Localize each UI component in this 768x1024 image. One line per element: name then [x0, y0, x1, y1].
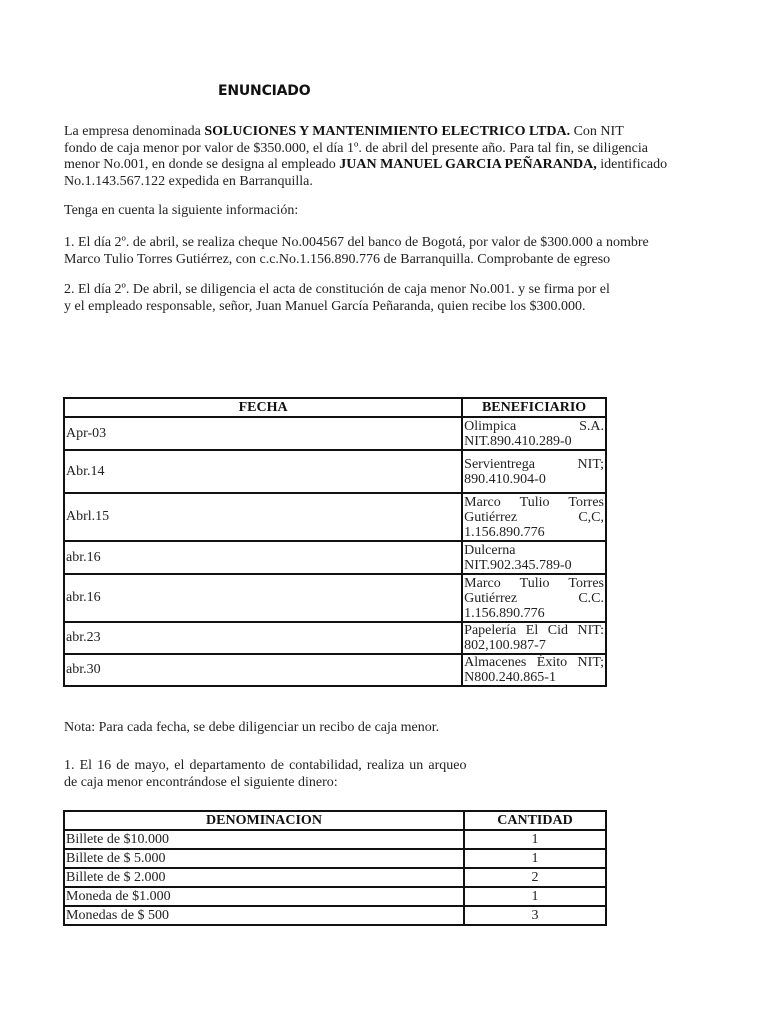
beneficiario-line: N800.240.865-1	[464, 670, 556, 685]
beneficiario-line: 890.410.904-0	[464, 471, 546, 487]
fecha-cell: abr.23	[64, 622, 462, 654]
column-header-fecha: FECHA	[64, 398, 462, 417]
beneficiario-line: Dulcerna	[464, 542, 516, 558]
beneficiary-table	[63, 397, 607, 687]
beneficiario-cell	[462, 450, 606, 493]
table-row	[64, 654, 606, 686]
denominacion-cell: Billete de $10.000	[64, 830, 464, 849]
denominacion-cell: Billete de $ 2.000	[64, 868, 464, 887]
table-row	[64, 887, 606, 906]
column-header-beneficiario: BENEFICIARIO	[462, 398, 606, 417]
table-row	[64, 541, 606, 574]
table-header-row	[64, 398, 606, 417]
table-row	[64, 574, 606, 622]
table-row	[64, 906, 606, 925]
fecha-cell: abr.16	[64, 541, 462, 574]
table-row	[64, 868, 606, 887]
cantidad-cell: 1	[464, 830, 606, 849]
arqueo-paragraph: 1. El 16 de mayo, el departamento de contabilidad, realiza un arqueo de caja menor encontrándose el siguiente dinero:	[64, 758, 467, 790]
cantidad-cell: 1	[464, 849, 606, 868]
beneficiario-line: 802,100.987-7	[464, 638, 546, 653]
intro-line-4: No.1.143.567.122 expedida en Barranquilla.	[64, 173, 313, 189]
beneficiario-line: Olimpica S.A.	[464, 418, 604, 434]
table-row	[64, 417, 606, 450]
cantidad-cell: 2	[464, 868, 606, 887]
beneficiario-cell	[462, 574, 606, 622]
table-row	[64, 622, 606, 654]
fecha-cell: abr.30	[64, 654, 462, 686]
beneficiario-line: 1.156.890.776	[464, 605, 545, 621]
table-row	[64, 830, 606, 849]
intro-line-2: fondo de caja menor por valor de $350.000, el día 1º. de abril del presente año. Para tal fin, se diligencia	[64, 140, 648, 156]
company-name: SOLUCIONES Y MANTENIMIENTO ELECTRICO LTDA.	[204, 124, 571, 139]
fecha-cell: abr.16	[64, 574, 462, 622]
fecha-cell: Abrl.15	[64, 493, 462, 541]
cantidad-cell: 3	[464, 906, 606, 925]
column-header-cantidad: CANTIDAD	[464, 811, 606, 830]
table-header-row	[64, 811, 606, 830]
fecha-cell: Apr-03	[64, 417, 462, 450]
beneficiario-line: NIT.890.410.289-0	[464, 433, 572, 449]
beneficiario-cell	[462, 622, 606, 654]
item-1: 1. El día 2º. de abril, se realiza cheque No.004567 del banco de Bogotá, por valor de $300.000 a nombre Marco Tulio Torres Gutiérrez, con c.c.No.1.156.890.776 de Barranquilla. Comprobante de egreso	[64, 235, 649, 267]
beneficiario-line: Marco Tulio Torres	[464, 575, 604, 591]
item-2: 2. El día 2º. De abril, se diligencia el acta de constitución de caja menor No.001. y se firma por el y el empleado responsable, señor, Juan Manuel García Peñaranda, quien recibe los $300.000.	[64, 282, 610, 314]
intro-line-1: La empresa denominada SOLUCIONES Y MANTENIMIENTO ELECTRICO LTDA. Con NIT	[64, 124, 624, 139]
page-title: ENUNCIADO	[218, 83, 311, 99]
intro-paragraph	[64, 124, 667, 190]
beneficiario-cell	[462, 541, 606, 574]
nota-text: Nota: Para cada fecha, se debe diligenciar un recibo de caja menor.	[64, 720, 440, 735]
intro-line-3: menor No.001, en donde se designa al empleado JUAN MANUEL GARCIA PEÑARANDA, identificado	[64, 157, 668, 172]
column-header-denominacion: DENOMINACION	[64, 811, 464, 830]
beneficiario-line: 1.156.890.776	[464, 524, 545, 540]
denominacion-cell: Moneda de $1.000	[64, 887, 464, 906]
cantidad-cell: 1	[464, 887, 606, 906]
beneficiario-line: Marco Tulio Torres	[464, 494, 604, 510]
fecha-cell: Abr.14	[64, 450, 462, 493]
beneficiario-cell	[462, 417, 606, 450]
beneficiario-line: Almacenes Éxito NIT;	[464, 655, 604, 670]
beneficiario-line: NIT.902.345.789-0	[464, 557, 572, 573]
beneficiario-line: Gutiérrez C,C,	[464, 509, 604, 525]
info-heading: Tenga en cuenta la siguiente información:	[64, 203, 299, 218]
denomination-table	[63, 810, 607, 926]
denominacion-cell: Monedas de $ 500	[64, 906, 464, 925]
beneficiario-line: Gutiérrez C.C.	[464, 590, 604, 606]
table-row	[64, 493, 606, 541]
beneficiario-cell	[462, 493, 606, 541]
beneficiario-line: Papelería El Cid NIT:	[464, 623, 604, 638]
beneficiario-line: Servientrega NIT;	[464, 456, 604, 472]
table-row	[64, 849, 606, 868]
beneficiario-cell	[462, 654, 606, 686]
table-row	[64, 450, 606, 493]
employee-name: JUAN MANUEL GARCIA PEÑARANDA,	[339, 157, 597, 172]
denominacion-cell: Billete de $ 5.000	[64, 849, 464, 868]
